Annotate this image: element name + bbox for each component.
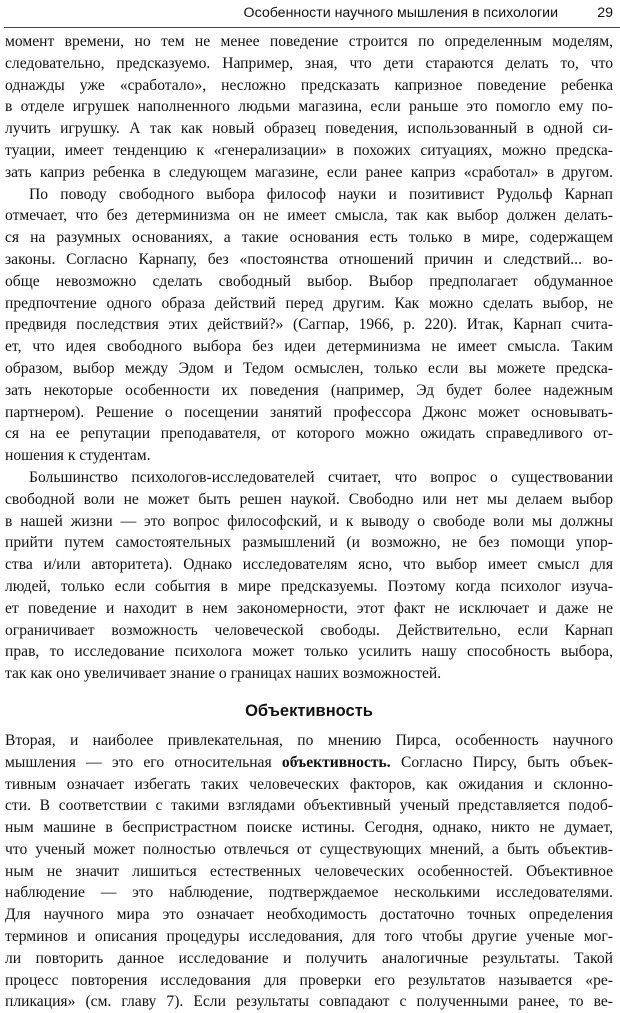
text-line: ли повторить данное исследование и получить аналогичные результаты. Такой (5, 949, 613, 967)
text-line: лучить игрушку. А так как новый образец поведения, использованный в одной си- (5, 120, 613, 138)
text-line: туации, имеет тенденцию к «генерализации» в похожих ситуациях, можно предска- (5, 141, 613, 159)
text-line: отмечает, что без детерминизма он не имеет смысла, так как выбор должен делать- (5, 207, 613, 225)
text-line: Большинство психологов-исследователей считает, что вопрос о существовании (29, 468, 613, 486)
text-line: ным машине в беспристрастном поиске истины. Сегодня, однако, никто не думает, (5, 819, 613, 837)
text-line: что ученый может полностью отвлечься от существующих мнений, а быть объектив- (5, 840, 613, 858)
text-line: По поводу свободного выбора философ науки и позитивист Рудольф Карнап (29, 185, 613, 203)
text-line: ношения к студентам. (5, 447, 151, 465)
text-line: тивным означает избегать таких человеческих факторов, как ожидания и склонно- (5, 775, 613, 793)
text-line: Вторая, и наиболее привлекательная, по мнению Пирса, особенность научного (5, 731, 613, 749)
text-line: образом, выбор между Эдом и Тедом осмыслен, только если вы можете предска- (5, 359, 613, 377)
text-line: законы. Согласно Карнапу, без «постоянства отношений причин и следствий... во- (5, 250, 613, 268)
key-term: объективность. (281, 753, 391, 771)
paragraph-2 (5, 184, 613, 467)
text-line: прийти путем самостоятельных размышлений (и возможно, не без помощи упор- (5, 534, 613, 552)
section-heading: Объективность (245, 701, 373, 720)
text-line: ет, что идея свободного выбора без идеи детерминизма не имеет смысла. Таким (5, 338, 613, 356)
text-line: зать каприз ребенка в следующем магазине, если ранее каприз «сработал» в другом. (5, 163, 613, 181)
text-line: Для научного мира это означает необходимость достаточно точных определения (5, 906, 613, 924)
text-line: в нашей жизни — это вопрос философский, и к выводу о свободе воли мы должны (5, 512, 613, 530)
text-line: наблюдение — это наблюдение, подтверждаемое несколькими исследователями. (5, 884, 613, 902)
header-rule (4, 27, 620, 28)
page-header (0, 0, 620, 30)
text-line: зать некоторые особенности их поведения (например, Эд будет более надежным (5, 381, 613, 399)
text-line (5, 752, 613, 774)
text-segment: мышления — это его относительная (5, 753, 282, 771)
text-line: сти. В соответствии с такими взглядами объективный ученый представляется подоб- (5, 797, 613, 815)
paragraph-4 (5, 730, 613, 1013)
text-line: людей, только если события в мире предсказуемы. Поэтому когда психолог изуча- (5, 577, 613, 595)
text-line: прав, то исследование психолога может только усилить нашу способность выбора, (5, 643, 613, 661)
text-segment: Согласно Пирсу, быть объек- (390, 753, 613, 771)
text-line: обще невозможно сделать свободный выбор. Выбор предполагает обдуманное (5, 272, 613, 290)
text-line: процесс повторения исследования для проверки его результатов называется «ре- (5, 971, 613, 989)
text-line: так как оно увеличивает знание о границах наших возможностей. (5, 665, 442, 683)
text-line: терминов и описания процедуры исследования, для того чтобы другие ученые мог- (5, 928, 613, 946)
text-line: момент времени, но тем не менее поведение строится по определенным моделям, (5, 33, 613, 50)
text-line: однажды уже «сработало», несложно предсказать капризное поведение ребенка (5, 76, 613, 94)
text-line: ства и/или авторитета). Однако исследователям ясно, что выбор имеет смысл для (5, 556, 613, 574)
text-line: свободной воли не может быть решен наукой. Свободно или нет мы делаем выбор (5, 490, 613, 508)
paragraph-1 (5, 31, 613, 184)
text-line: ет поведение и находит в нем закономерности, этот факт не исключает и даже не (5, 599, 613, 617)
page-number: 29 (597, 5, 613, 21)
text-line: в отделе игрушек наполненного людьми магазина, если раньше это помогло ему по- (5, 98, 613, 116)
text-line: следовательно, предсказуемо. Например, зная, что дети стараются делать то, что (5, 54, 613, 72)
text-line: предпочтение одного образа действий перед другим. Как можно сделать выбор, не (5, 294, 613, 312)
text-line: ся на разумных основаниях, а такие основания есть только в мире, содержащем (5, 229, 613, 247)
text-line: пликация» (см. главу 7). Если результаты совпадают с полученными ранее, то ве- (5, 993, 613, 1011)
text-line: предвидя последствия этих действий?» (Сагпар, 1966, р. 220). Итак, Карнап счита- (5, 316, 613, 334)
text-line: ся на ее репутации преподавателя, от которого можно ожидать справедливого от- (5, 425, 613, 443)
text-line: ным не значит лишиться естественных человеческих особенностей. Объективное (5, 862, 613, 880)
body-text (5, 31, 613, 1013)
text-line: ограничивает возможность человеческой свободы. Действительно, если Карнап (5, 621, 613, 639)
running-title: Особенности научного мышления в психологии (243, 5, 558, 21)
paragraph-3 (5, 467, 613, 685)
text-line: партнером). Решение о посещении занятий профессора Джонс может основывать- (5, 403, 613, 421)
